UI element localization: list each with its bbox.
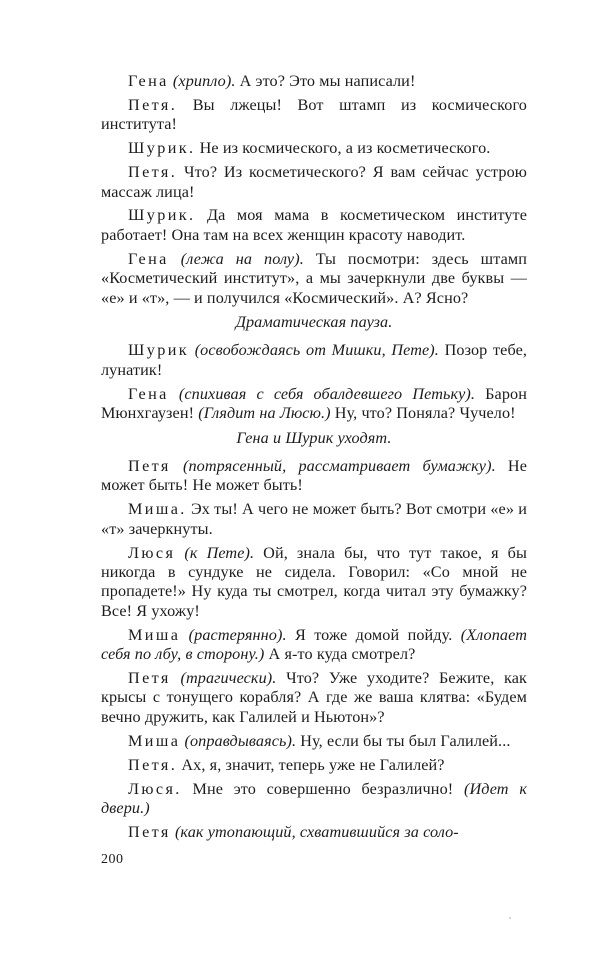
speaker-name: Петя. bbox=[128, 95, 178, 114]
speaker-name: Миша bbox=[128, 731, 181, 750]
stage-remark: (как утопающий, схватившийся за соло- bbox=[174, 822, 459, 841]
speaker-name: Шурик bbox=[128, 341, 190, 360]
speech-text: Не может быть! Не может быть! bbox=[101, 456, 527, 495]
dialogue-line bbox=[101, 669, 527, 727]
dialogue-line bbox=[101, 732, 527, 751]
speaker-name: Гена bbox=[128, 249, 169, 268]
page-number: 200 bbox=[101, 852, 124, 867]
speaker-name: Миша. bbox=[128, 500, 187, 519]
stage-direction: Драматическая пауза. bbox=[235, 312, 393, 331]
dialogue-line bbox=[101, 163, 527, 202]
dialogue-line bbox=[101, 500, 527, 539]
speech-text: Ну, если бы ты был Галилей... bbox=[296, 731, 511, 750]
speech-text: Мне это совершенно безразлично! bbox=[181, 779, 464, 798]
speech-text: Да моя мама в косметическом институте работает! Она там на всех женщин красоту наводит. bbox=[101, 206, 527, 244]
play-text bbox=[101, 72, 527, 847]
speech-text: Я тоже домой пойду. bbox=[286, 625, 461, 644]
stage-direction: Гена и Шурик уходят. bbox=[236, 428, 392, 447]
dialogue-line bbox=[101, 626, 527, 665]
speech-text: Вы лжецы! Вот штамп из космического института! bbox=[101, 95, 527, 134]
dialogue-line bbox=[101, 139, 527, 158]
speech-text bbox=[180, 626, 188, 644]
speaker-name: Петя bbox=[128, 668, 171, 687]
speaker-name: Люся. bbox=[128, 779, 182, 798]
speech-text: А это? Это мы написали! bbox=[235, 72, 416, 90]
dialogue-line bbox=[101, 756, 527, 775]
dialogue-line bbox=[101, 341, 527, 380]
speaker-name: Люся bbox=[128, 543, 176, 562]
speaker-name: Петя. bbox=[128, 163, 178, 182]
speech-text bbox=[169, 385, 179, 403]
speaker-name: Гена bbox=[128, 384, 169, 403]
dialogue-line bbox=[101, 72, 527, 91]
speech-text: Что? Из косметического? Я вам сейчас устрою массаж лица! bbox=[101, 163, 527, 201]
stage-remark: (Идет к двери.) bbox=[101, 779, 527, 817]
speech-text: Ты посмотри: здесь штамп «Косметический институт», а мы зачеркнули две буквы — «е» и «т», — и получился «Космический». А? Ясно? bbox=[101, 249, 527, 307]
speech-text: Что? Уже уходите? Бежите, как крысы с тонущего корабля? А где же ваша клятва: «Будем вечно дружить, как Галилей и Ньютон»? bbox=[101, 668, 527, 726]
speaker-name: Гена bbox=[128, 72, 169, 90]
stage-remark: (растерянно). bbox=[188, 625, 287, 644]
paper-speck bbox=[509, 917, 511, 919]
stage-remark: (хрипло). bbox=[172, 72, 236, 90]
dialogue-line bbox=[101, 385, 527, 424]
dialogue-line bbox=[101, 544, 527, 622]
stage-remark: (спихивая с себя обалдевшего Петьку). bbox=[178, 384, 476, 403]
dialogue-line bbox=[101, 96, 527, 135]
dialogue-line bbox=[101, 250, 527, 308]
speech-text: Барон Мюнхгаузен! bbox=[101, 384, 527, 423]
stage-remark: (трагически). bbox=[180, 668, 277, 687]
speech-text bbox=[175, 544, 184, 562]
speech-text: Позор тебе, лунатик! bbox=[101, 341, 527, 379]
dialogue-blocks bbox=[101, 72, 527, 842]
stage-remark: (Глядит на Люсю.) bbox=[198, 404, 331, 423]
stage-remark: (Хлопает себя по лбу, в сторону.) bbox=[101, 625, 527, 664]
speaker-name: Шурик. bbox=[128, 139, 196, 158]
dialogue-line bbox=[101, 823, 527, 842]
speech-text: Ах, я, значит, теперь уже не Галилей? bbox=[177, 755, 445, 774]
speech-text: Эх ты! А чего не может быть? Вот смотри «е» и «т» зачеркнуты. bbox=[101, 500, 527, 538]
speaker-name: Шурик. bbox=[128, 206, 196, 225]
dialogue-line bbox=[101, 780, 527, 819]
speaker-name: Петя bbox=[128, 456, 171, 475]
stage-remark: (лежа на полу). bbox=[180, 249, 304, 268]
speech-text: Не из космического, а из косметического. bbox=[195, 139, 491, 158]
speech-text: Ну, что? Поняла? Чучело! bbox=[330, 404, 516, 423]
speaker-name: Петя. bbox=[128, 755, 178, 774]
speech-text bbox=[169, 250, 181, 268]
speaker-name: Миша bbox=[128, 625, 181, 644]
stage-remark: (потрясенный, рассматривает бумажку). bbox=[182, 456, 496, 475]
dialogue-line bbox=[101, 457, 527, 496]
stage-remark: (освобождаясь от Мишки, Пете). bbox=[194, 341, 439, 360]
stage-remark: (к Пете). bbox=[184, 543, 255, 562]
stage-remark: (оправдываясь). bbox=[184, 731, 297, 750]
speech-text: А я-то куда смотрел? bbox=[264, 645, 416, 664]
speech-text: Ой, знала бы, что тут такое, я бы никогда в сундуке не сидела. Говорил: «Со мной не пропадете!» Ну куда ты смотрел, когда читал эту бумажку? Все! Я ухожу! bbox=[101, 543, 527, 620]
dialogue-line bbox=[101, 206, 527, 245]
speech-text bbox=[171, 457, 183, 475]
speaker-name: Петя bbox=[128, 822, 171, 841]
